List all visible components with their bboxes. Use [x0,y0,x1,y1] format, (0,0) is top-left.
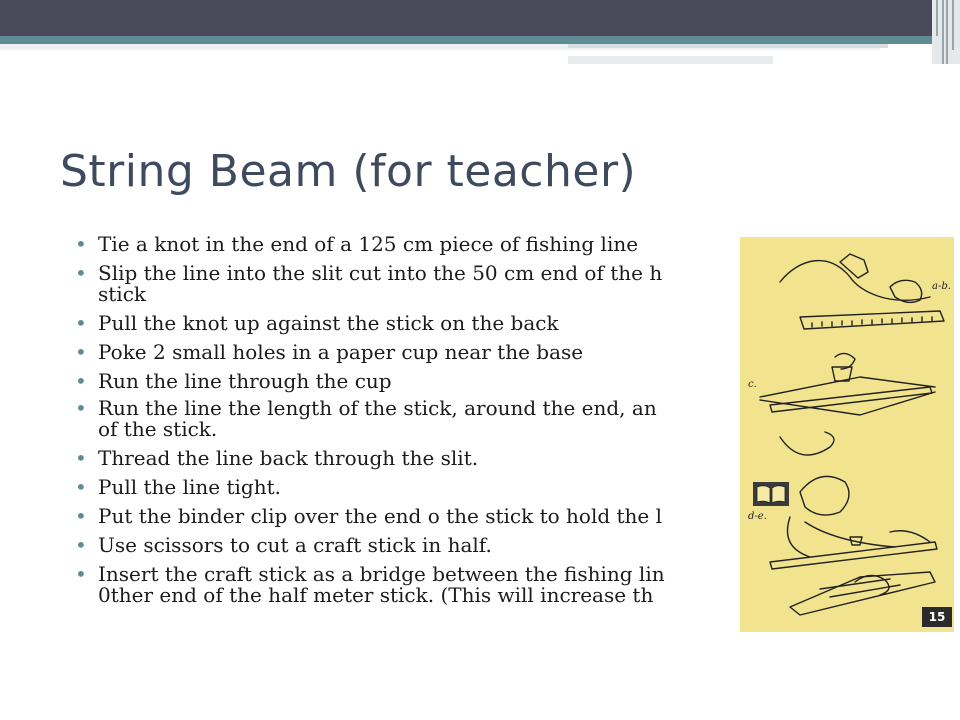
step-label-a-b: a-b. [932,281,951,292]
illustration-drawing [740,237,954,632]
bullet-marker: • [75,261,87,285]
bullet-text: Run the line through the cup [98,369,392,393]
bullet-text-continued: of the stick. [98,417,218,441]
bullet-text: Poke 2 small holes in a paper cup near the base [98,340,584,364]
bullet-text: Use scissors to cut a craft stick in half. [98,533,492,557]
bullet-text-continued: 0ther end of the half meter stick. (This will increase th [98,583,654,607]
bullet-text: Pull the knot up against the stick on the back [98,311,559,335]
bullet-marker: • [75,562,87,586]
step-label-c: c. [748,379,757,390]
top-accent-bar [0,36,932,44]
bullet-text: Slip the line into the slit cut into the 50 cm end of the h [98,261,663,285]
bullet-marker: • [75,311,87,335]
instruction-illustration [740,237,954,632]
bullet-marker: • [75,396,87,420]
bullet-text: Tie a knot in the end of a 125 cm piece of fishing line [98,232,639,256]
decorative-stripe [568,44,888,48]
decorative-corner-lines [932,0,960,64]
bullet-marker: • [75,369,87,393]
bullet-marker: • [75,340,87,364]
step-label-d-e: d-e. [748,511,767,522]
bullet-marker: • [75,475,87,499]
bullet-marker: • [75,533,87,557]
page-number-badge: 15 [922,607,952,627]
bullet-text: Insert the craft stick as a bridge between the fishing lin [98,562,665,586]
bullet-text: Put the binder clip over the end o the stick to hold the l [98,504,663,528]
top-bar [0,0,932,36]
open-book-icon [752,480,790,508]
bullet-text-continued: stick [98,282,147,306]
bullet-text: Run the line the length of the stick, around the end, an [98,396,657,420]
slide-title: String Beam (for teacher) [60,146,637,197]
bullet-text: Pull the line tight. [98,475,281,499]
decorative-stripe [568,56,773,64]
bullet-marker: • [75,232,87,256]
bullet-text: Thread the line back through the slit. [98,446,479,470]
bullet-marker: • [75,446,87,470]
bullet-marker: • [75,504,87,528]
